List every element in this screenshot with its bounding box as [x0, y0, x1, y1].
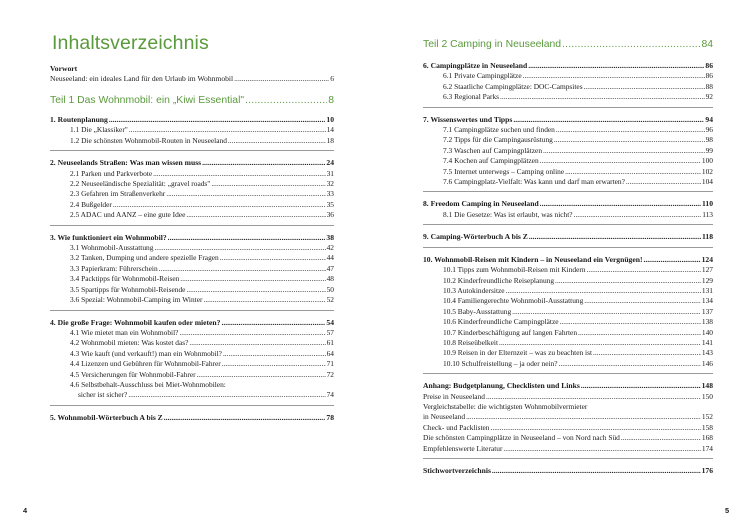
dot-leader — [234, 74, 329, 84]
dot-leader — [506, 286, 701, 296]
dot-leader — [529, 232, 701, 242]
sub-label: 10.3 Autokindersitze — [443, 285, 505, 295]
toc-sub-4-1[interactable] — [50, 328, 334, 338]
vorwort-heading: Vorwort — [50, 64, 78, 73]
sub-page: 32 — [326, 179, 334, 189]
chapter-block-1 — [50, 115, 334, 151]
toc-sub-10-2[interactable] — [423, 276, 713, 286]
sub-label: 8.1 Die Gesetze: Was ist erlaubt, was nicht? — [443, 209, 573, 219]
sub-page: 140 — [701, 327, 713, 337]
dot-leader — [179, 328, 325, 338]
dot-leader — [565, 167, 701, 177]
sub-page: 98 — [705, 135, 713, 145]
toc-sub-3-4[interactable] — [50, 274, 334, 284]
toc-sub-10-8[interactable] — [423, 338, 713, 348]
toc-anhang-vergleich-line1[interactable]: Vergleichstabelle: die wichtigsten Wohnmobilvermieter — [423, 401, 588, 411]
sub-page: 129 — [701, 275, 713, 285]
dot-leader — [113, 200, 326, 210]
chapter-page: 110 — [702, 199, 713, 209]
toc-right — [423, 38, 713, 487]
dot-leader — [211, 179, 325, 189]
sub-page: 174 — [701, 443, 713, 453]
sub-page: 134 — [701, 296, 713, 306]
dot-leader — [528, 61, 704, 71]
toc-sub-7-4[interactable] — [423, 156, 713, 166]
sub-page: 138 — [701, 317, 713, 327]
toc-sub-10-3[interactable] — [423, 286, 713, 296]
sub-page: 14 — [326, 125, 334, 135]
sub-label: 3.3 Papierkram: Führerschein — [70, 263, 158, 273]
toc-sub-2-1[interactable] — [50, 169, 334, 179]
dot-leader — [560, 317, 701, 327]
dot-leader — [503, 444, 700, 454]
sub-page: 96 — [705, 125, 713, 135]
toc-sub-8-1[interactable] — [423, 210, 713, 220]
sub-page: 152 — [701, 412, 713, 422]
chapter-label: Stichwortverzeichnis — [423, 466, 491, 475]
toc-entry-vorwort[interactable] — [50, 74, 334, 84]
dot-leader — [129, 125, 326, 135]
right-page — [375, 0, 750, 525]
toc-anhang-vergleich[interactable] — [423, 412, 713, 422]
sub-page: 143 — [701, 348, 713, 358]
toc-sub-4-3[interactable] — [50, 349, 334, 359]
dot-leader — [203, 295, 325, 305]
chapter-label: 9. Camping-Wörterbuch A bis Z — [423, 232, 528, 242]
dot-leader — [166, 189, 325, 199]
dot-leader — [245, 94, 327, 107]
chapter-page: 38 — [326, 232, 334, 242]
dot-leader — [584, 296, 701, 306]
sub-label: 7.3 Waschen auf Campingplätzen — [443, 145, 543, 155]
chapter-page: 124 — [701, 254, 713, 264]
toc-sub-7-5[interactable] — [423, 167, 713, 177]
dot-leader — [186, 210, 325, 220]
chapter-label: 1. Routenplanung — [50, 115, 108, 124]
chapter-block-2 — [50, 158, 334, 225]
chapter-label: 3. Wie funktioniert ein Wohnmobil? — [50, 232, 167, 242]
sub-page: 113 — [702, 209, 713, 219]
toc-sub-4-6-line1[interactable]: 4.6 Selbstbehalt-Ausschluss bei Miet-Wohnmobilen: — [70, 379, 226, 389]
sub-label: 3.6 Spezial: Wohnmobil-Camping im Winter — [70, 295, 203, 305]
part-page: 84 — [701, 39, 713, 50]
toc-sub-4-4[interactable] — [50, 359, 334, 369]
dot-leader — [578, 328, 701, 338]
sub-page: 61 — [326, 338, 334, 348]
chapter-block-7 — [423, 115, 713, 193]
page-number-left: 4 — [23, 506, 28, 515]
toc-anhang-preise[interactable] — [423, 392, 713, 402]
dot-leader — [562, 38, 700, 51]
sub-page: 137 — [701, 306, 713, 316]
toc-chapter-9[interactable] — [423, 232, 713, 242]
toc-sub-4-6[interactable] — [50, 390, 334, 400]
dot-leader — [523, 71, 705, 81]
chapter-block-6 — [423, 61, 713, 108]
sub-page: 44 — [326, 253, 334, 263]
sub-label: 2.4 Bußgelder — [70, 199, 112, 209]
chapter-page: 148 — [701, 381, 713, 391]
toc-sub-2-2[interactable] — [50, 179, 334, 189]
toc-sub-7-2[interactable] — [423, 135, 713, 145]
dot-leader — [499, 338, 701, 348]
dot-leader — [168, 233, 326, 243]
sub-label: 6.2 Staatliche Campingplätze: DOC-Campsites — [443, 81, 583, 91]
sub-label: 2.3 Gefahren im Straßenverkehr — [70, 189, 166, 199]
sub-page: 52 — [326, 295, 334, 305]
sub-label: 7.4 Kochen auf Campingplätzen — [443, 156, 539, 166]
sub-page: 72 — [326, 369, 334, 379]
dot-leader — [202, 158, 325, 168]
chapter-page: 176 — [701, 466, 713, 475]
sub-page: 104 — [701, 177, 713, 187]
toc-sub-6-1[interactable] — [423, 71, 713, 81]
dot-leader — [128, 390, 325, 400]
toc-part-1[interactable] — [50, 94, 334, 107]
sub-page: 88 — [705, 81, 713, 91]
toc-sub-10-5[interactable] — [423, 307, 713, 317]
dot-leader — [512, 307, 701, 317]
toc-sub-10-9[interactable] — [423, 348, 713, 358]
sub-label: 10.2 Kinderfreundliche Reiseplanung — [443, 275, 555, 285]
dot-leader — [643, 255, 700, 265]
toc-chapter-5[interactable] — [50, 413, 334, 423]
toc-sub-2-5[interactable] — [50, 210, 334, 220]
sub-page: 99 — [705, 145, 713, 155]
toc-sub-1-2[interactable] — [50, 136, 334, 146]
sub-label: Preise in Neuseeland — [423, 391, 485, 401]
sub-label: 6.3 Regional Parks — [443, 92, 500, 102]
chapter-block-stichwort — [423, 466, 713, 480]
dot-leader — [466, 412, 701, 422]
chapter-label: Anhang: Budgetplanung, Checklisten und Links — [423, 381, 580, 391]
sub-label: 4.3 Wie kauft (und verkauft!) man ein Wohnmobil? — [70, 348, 222, 358]
toc-sub-2-3[interactable] — [50, 189, 334, 199]
sub-page: 86 — [705, 71, 713, 81]
chapter-label: 6. Campingplätze in Neuseeland — [423, 61, 528, 70]
sub-page: 42 — [326, 243, 334, 253]
entry-label: Neuseeland: ein ideales Land für den Urlaub im Wohnmobil — [50, 74, 234, 83]
toc-chapter-7[interactable] — [423, 115, 713, 125]
toc-chapter-3[interactable] — [50, 233, 334, 243]
part-page: 8 — [328, 95, 334, 106]
chapter-label: 7. Wissenswertes und Tipps — [423, 114, 513, 124]
sub-label: 2.1 Parken und Parkverbote — [70, 168, 153, 178]
toc-part-2[interactable] — [423, 38, 713, 51]
sub-page: 146 — [701, 358, 713, 368]
sub-label: 2.5 ADAC und AANZ – eine gute Idee — [70, 210, 186, 220]
sub-label: 6.1 Private Campingplätze — [443, 71, 522, 81]
sub-label: 7.1 Campingplätze suchen und finden — [443, 125, 555, 135]
toc-sub-6-2[interactable] — [423, 82, 713, 92]
dot-leader — [559, 359, 701, 369]
sub-label: 1.1 Die „Klassiker" — [70, 125, 128, 135]
chapter-block-5 — [50, 413, 334, 427]
part-label: Teil 2 Camping in Neuseeland — [423, 39, 562, 50]
dot-leader — [540, 156, 701, 166]
dot-leader — [486, 392, 701, 402]
chapter-label: 4. Die große Frage: Wohnmobil kaufen oder mieten? — [50, 317, 221, 327]
chapter-label: 2. Neuseelands Straßen: Was man wissen muss — [50, 158, 202, 168]
toc-sub-10-6[interactable] — [423, 317, 713, 327]
part-label: Teil 1 Das Wohnmobil: ein „Kiwi Essential" — [50, 95, 245, 106]
sub-page: 141 — [701, 337, 713, 347]
toc-sub-10-7[interactable] — [423, 328, 713, 338]
chapter-page: 118 — [702, 232, 713, 242]
sub-page: 131 — [701, 285, 713, 295]
chapter-label: 10. Wohnmobil-Reisen mit Kindern – in Neuseeland ein Vergnügen! — [423, 254, 643, 264]
sub-label: 10.4 Familiengerechte Wohnmobil-Ausstattung — [443, 296, 584, 306]
dot-leader — [228, 136, 326, 146]
dot-leader — [186, 285, 325, 295]
dot-leader — [180, 274, 325, 284]
toc-sub-3-6[interactable] — [50, 295, 334, 305]
dot-leader — [223, 349, 326, 359]
toc-sub-7-1[interactable] — [423, 125, 713, 135]
toc-chapter-1[interactable] — [50, 115, 334, 125]
dot-leader — [221, 318, 325, 328]
dot-leader — [556, 125, 705, 135]
sub-label: 3.4 Packtipps für Wohnmobil-Reisen — [70, 274, 180, 284]
sub-label: sicher ist sicher? — [78, 390, 128, 400]
toc-anhang-campingplaetze[interactable] — [423, 433, 713, 443]
dot-leader — [587, 265, 701, 275]
toc-sub-6-3[interactable] — [423, 92, 713, 102]
sub-page: 158 — [701, 422, 713, 432]
sub-label: Check- und Packlisten — [423, 422, 490, 432]
dot-leader — [593, 348, 701, 358]
toc-sub-7-3[interactable] — [423, 146, 713, 156]
sub-page: 31 — [326, 168, 334, 178]
dot-leader — [555, 276, 701, 286]
toc-anhang[interactable] — [423, 381, 713, 391]
sub-label: 3.5 Spartipps für Wohnmobil-Reisende — [70, 284, 186, 294]
sub-label: 7.2 Tipps für die Campingausrüstung — [443, 135, 553, 145]
chapter-block-anhang — [423, 381, 713, 459]
sub-label: 4.2 Wohnmobil mieten: Was kostet das? — [70, 338, 189, 348]
sub-label: 4.1 Wie mietet man ein Wohnmobil? — [70, 327, 179, 337]
sub-page: 74 — [326, 390, 334, 400]
chapter-page: 24 — [326, 158, 334, 168]
dot-leader — [109, 115, 326, 125]
toc-sub-1-1[interactable] — [50, 125, 334, 135]
dot-leader — [154, 243, 325, 253]
toc-chapter-2[interactable] — [50, 158, 334, 168]
sub-label: 3.1 Wohnmobil-Ausstattung — [70, 243, 154, 253]
sub-label: Die schönsten Campingplätze in Neuseeland – von Nord nach Süd — [423, 433, 620, 443]
dot-leader — [584, 82, 705, 92]
toc-sub-7-6[interactable] — [423, 177, 713, 187]
sub-label: 1.2 Die schönsten Wohnmobil-Routen in Neuseeland — [70, 135, 227, 145]
chapter-block-9 — [423, 232, 713, 247]
sub-page: 150 — [701, 391, 713, 401]
toc-anhang-literatur[interactable] — [423, 444, 713, 454]
sub-page: 127 — [701, 265, 713, 275]
dot-leader — [491, 423, 701, 433]
toc-sub-2-4[interactable] — [50, 200, 334, 210]
toc-stichwortverzeichnis[interactable] — [423, 466, 713, 476]
sub-page: 168 — [701, 433, 713, 443]
dot-leader — [197, 370, 326, 380]
chapter-page: 86 — [705, 61, 713, 70]
sub-label: 7.6 Campingplatz-Vielfalt: Was kann und darf man erwarten? — [443, 177, 625, 187]
chapter-block-3 — [50, 233, 334, 311]
dot-leader — [540, 199, 701, 209]
sub-label: 2.2 Neuseeländische Spezialität: „gravel roads" — [70, 179, 211, 189]
sub-label: 10.9 Reisen in der Elternzeit – was zu beachten ist — [443, 348, 592, 358]
chapter-label: 8. Freedom Camping in Neuseeland — [423, 199, 539, 209]
sub-label: Empfehlenswerte Literatur — [423, 443, 503, 453]
sub-page: 18 — [326, 135, 334, 145]
sub-page: 102 — [701, 166, 713, 176]
toc-sub-10-1[interactable] — [423, 265, 713, 275]
page-number-right: 5 — [725, 506, 730, 515]
dot-leader — [153, 169, 326, 179]
toc-anhang-checklisten[interactable] — [423, 423, 713, 433]
sub-page: 36 — [326, 210, 334, 220]
chapter-block-4 — [50, 318, 334, 406]
dot-leader — [159, 264, 326, 274]
toc-sub-3-2[interactable] — [50, 253, 334, 263]
chapter-label: 5. Wohnmobil-Wörterbuch A bis Z — [50, 412, 163, 422]
sub-page: 92 — [705, 92, 713, 102]
sub-page: 64 — [326, 348, 334, 358]
toc-left — [50, 64, 334, 434]
dot-leader — [621, 433, 701, 443]
sub-page: 50 — [326, 284, 334, 294]
sub-page: 71 — [326, 359, 334, 369]
chapter-block-8 — [423, 199, 713, 225]
sub-label: 10.7 Kinderbeschäftigung auf langen Fahrten — [443, 327, 578, 337]
sub-page: 35 — [326, 199, 334, 209]
dot-leader — [164, 413, 326, 423]
dot-leader — [554, 135, 705, 145]
dot-leader — [574, 210, 702, 220]
sub-page: 47 — [326, 263, 334, 273]
dot-leader — [222, 359, 326, 369]
dot-leader — [581, 381, 701, 391]
toc-sub-4-2[interactable] — [50, 338, 334, 348]
toc-sub-4-5[interactable] — [50, 370, 334, 380]
toc-sub-10-4[interactable] — [423, 296, 713, 306]
sub-page: 33 — [326, 189, 334, 199]
dot-leader — [220, 253, 326, 263]
chapter-page: 10 — [326, 115, 334, 124]
toc-sub-3-1[interactable] — [50, 243, 334, 253]
sub-page: 48 — [326, 274, 334, 284]
sub-label: 10.1 Tipps zum Wohnmobil-Reisen mit Kindern — [443, 265, 586, 275]
sub-page: 57 — [326, 327, 334, 337]
dot-leader — [626, 177, 701, 187]
toc-chapter-10[interactable] — [423, 255, 713, 265]
entry-page: 6 — [330, 74, 334, 83]
chapter-block-10 — [423, 255, 713, 374]
dot-leader — [500, 92, 705, 102]
sub-label: 10.6 Kinderfreundliche Campingplätze — [443, 317, 559, 327]
sub-label: 10.10 Schulfreistellung – ja oder nein? — [443, 358, 558, 368]
dot-leader — [543, 146, 705, 156]
dot-leader — [492, 466, 701, 476]
sub-label: 10.5 Baby-Ausstattung — [443, 306, 512, 316]
sub-label: 4.4 Lizenzen und Gebühren für Wohnmobil-Fahrer — [70, 359, 221, 369]
toc-sub-10-10[interactable] — [423, 359, 713, 369]
sub-label: 4.5 Versicherungen für Wohnmobil-Fahrer — [70, 369, 196, 379]
page-title: Inhaltsverzeichnis — [52, 32, 209, 54]
toc-chapter-6[interactable] — [423, 61, 713, 71]
sub-page: 100 — [701, 156, 713, 166]
dot-leader — [513, 115, 704, 125]
sub-label: 3.2 Tanken, Dumping und andere spezielle Fragen — [70, 253, 219, 263]
sub-label: 7.5 Internet unterwegs – Camping online — [443, 166, 565, 176]
chapter-page: 94 — [705, 114, 713, 124]
sub-label: in Neuseeland — [423, 412, 466, 422]
toc-sub-3-5[interactable] — [50, 285, 334, 295]
chapter-page: 78 — [326, 412, 334, 422]
toc-chapter-8[interactable] — [423, 199, 713, 209]
dot-leader — [189, 338, 325, 348]
sub-label: 10.8 Reiseübelkeit — [443, 337, 499, 347]
toc-sub-3-3[interactable] — [50, 264, 334, 274]
chapter-page: 54 — [326, 317, 334, 327]
toc-chapter-4[interactable] — [50, 318, 334, 328]
